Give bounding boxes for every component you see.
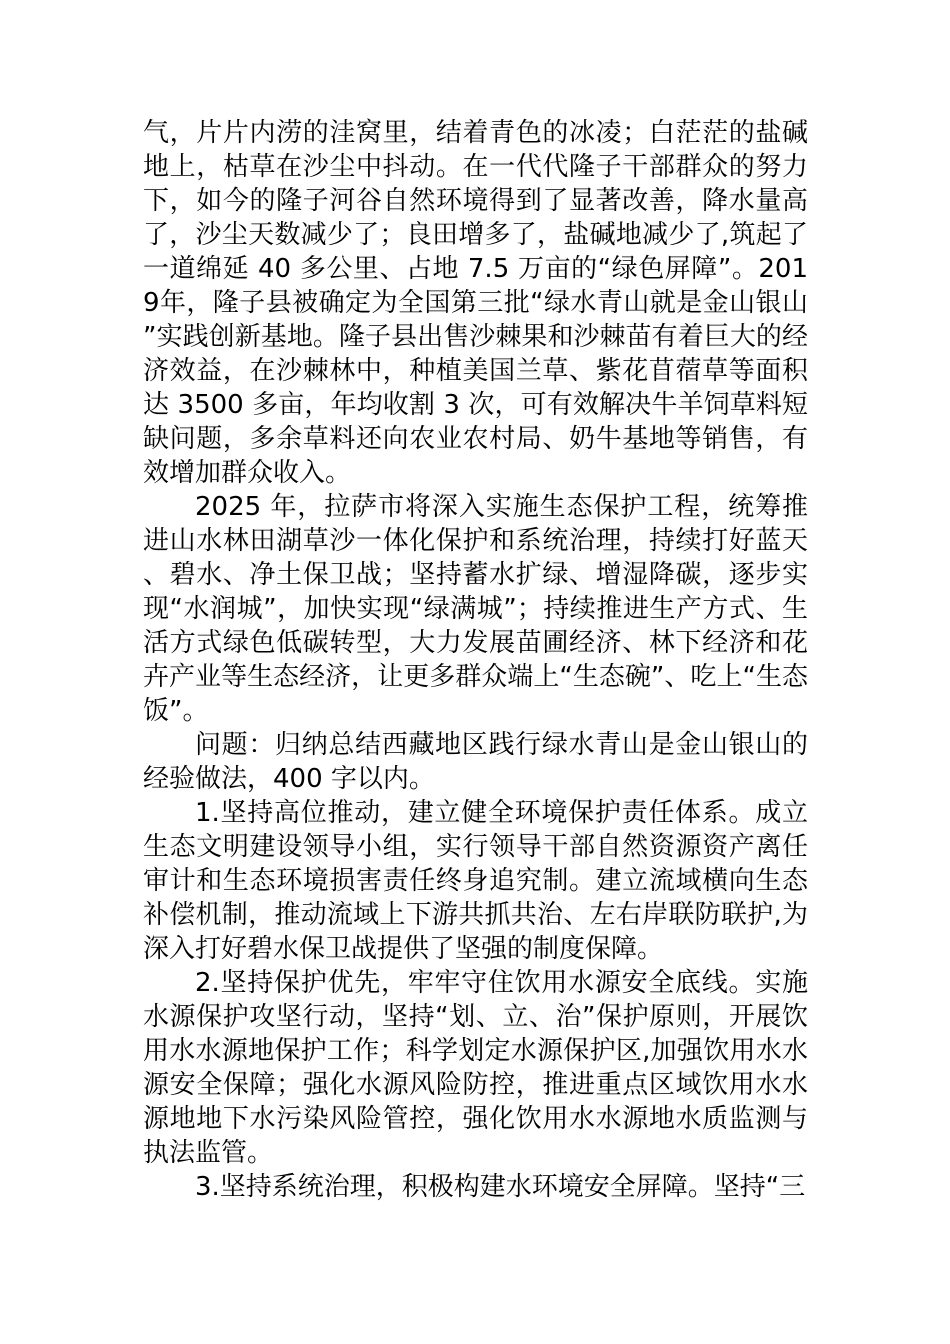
paragraph-question: 问题：归纳总结西藏地区践行绿水青山是金山银山的经验做法，400 字以内。 xyxy=(143,730,808,794)
document-page xyxy=(143,116,808,1204)
paragraph-answer-point-3: 3.坚持系统治理，积极构建水环境安全屏障。坚持“三 xyxy=(195,1172,806,1202)
paragraph-answer-point-2: 2.坚持保护优先，牢牢守住饮用水源安全底线。实施水源保护攻坚行动，坚持“划、立、治”保护原则，开展饮用水水源地保护工作；科学划定水源保护区,加强饮用水水源安全保障；强化水源风险防控，推进重点区域饮用水水源地地下水污染风险管控，强化饮用水水源地水质监测与执法监管。 xyxy=(143,968,808,1168)
paragraph-lhasa-2025-plan: 2025 年，拉萨市将深入实施生态保护工程，统筹推进山水林田湖草沙一体化保护和系统治理，持续打好蓝天、碧水、净土保卫战；坚持蓄水扩绿、增湿降碳，逐步实现“水润城”，加快实现“绿满城”；持续推进生产方式、生活方式绿色低碳转型，大力发展苗圃经济、林下经济和花卉产业等生态经济，让更多群众端上“生态碗”、吃上“生态饭”。 xyxy=(143,492,808,726)
paragraph-longzi-ecology: 气，片片内涝的洼窝里，结着青色的冰凌；白茫茫的盐碱地上，枯草在沙尘中抖动。在一代代隆子干部群众的努力下，如今的隆子河谷自然环境得到了显著改善，降水量高了，沙尘天数减少了；良田增多了，盐碱地减少了,筑起了一道绵延 40 多公里、占地 7.5 万亩的“绿色屏障”。2019年，隆子县被确定为全国第三批“绿水青山就是金山银山”实践创新基地。隆子县出售沙棘果和沙棘苗有着巨大的经济效益，在沙棘林中，种植美国兰草、紫花苜蓿草等面积达 3500 多亩，年均收割 3 次，可有效解决牛羊饲草料短缺问题，多余草料还向农业农村局、奶牛基地等销售，有效增加群众收入。 xyxy=(143,118,808,488)
paragraph-answer-point-1: 1.坚持高位推动，建立健全环境保护责任体系。成立生态文明建设领导小组，实行领导干部自然资源资产离任审计和生态环境损害责任终身追究制。建立流域横向生态补偿机制，推动流域上下游共抓共治、左右岸联防联护,为深入打好碧水保卫战提供了坚强的制度保障。 xyxy=(143,798,808,964)
